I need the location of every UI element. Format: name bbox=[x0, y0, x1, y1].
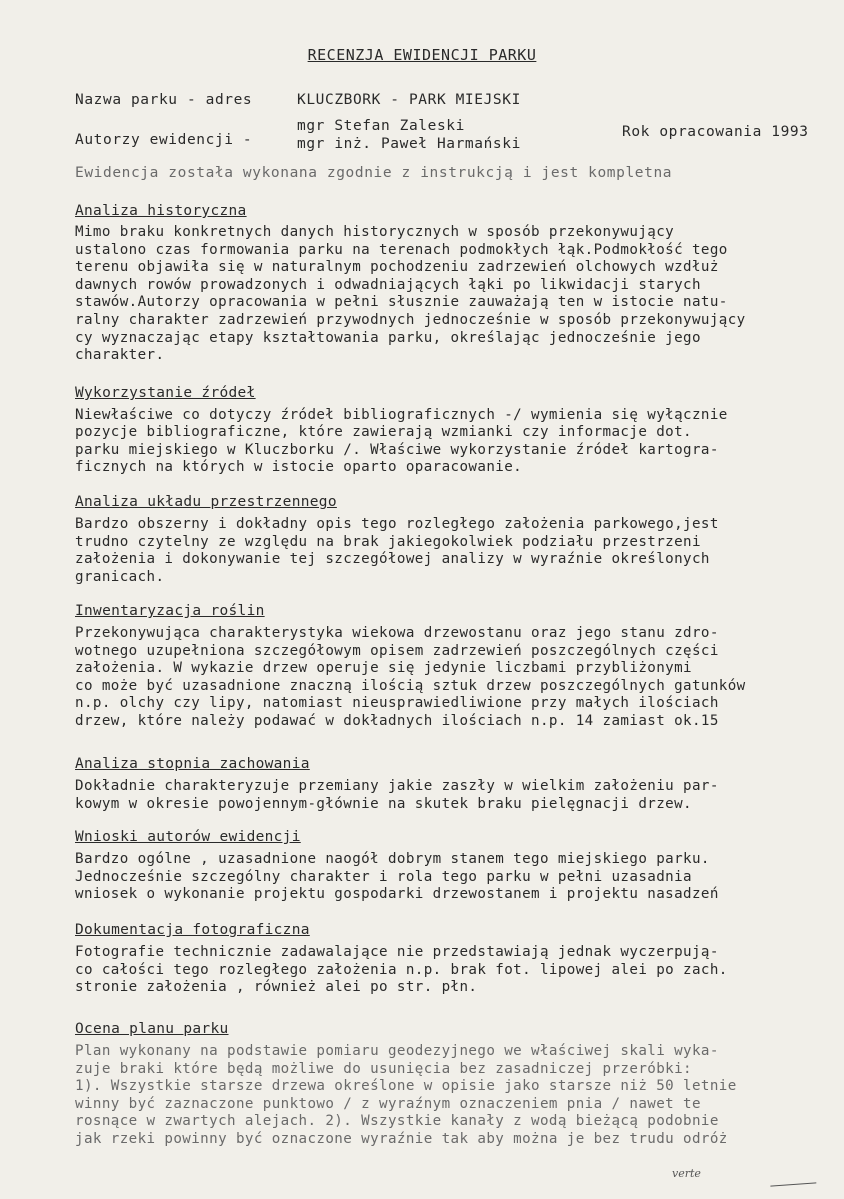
section-text-line: co całości tego rozległego założenia n.p. brak fot. lipowej alei po zach. bbox=[75, 961, 728, 978]
section-text-line: cy wyznaczając etapy kształtowania parku, określając jednocześnie jego bbox=[75, 329, 701, 346]
section-heading: Analiza układu przestrzennego bbox=[75, 494, 337, 510]
section-heading: Inwentaryzacja roślin bbox=[75, 603, 265, 619]
section-text-line: Mimo braku konkretnych danych historycznych w sposób przekonywujący bbox=[75, 224, 675, 240]
section-text-line: zuje braki które będą możliwe do usunięcia bez zasadniczej przeróbki: bbox=[75, 1060, 692, 1077]
section-text-line: drzew, które należy podawać w dokładnych ilościach n.p. 14 zamiast ok.15 bbox=[75, 713, 719, 729]
section-text-line: Przekonywująca charakterystyka wiekowa drzewostanu oraz jego stanu zdro- bbox=[75, 625, 719, 641]
section-text-line: ficznych na których w istocie oparto oparacowanie. bbox=[75, 459, 523, 476]
section-text-line: winny być zaznaczone punktowo / z wyraźnym oznaczeniem pnia / nawet te bbox=[75, 1095, 701, 1112]
section-heading: Wnioski autorów ewidencji bbox=[75, 829, 301, 845]
section-text-line: Bardzo obszerny i dokładny opis tego rozległego założenia parkowego,jest bbox=[75, 516, 719, 532]
section-heading: Dokumentacja fotograficzna bbox=[75, 922, 310, 938]
section-text-line: Dokładnie charakteryzuje przemiany jakie zaszły w wielkim założeniu par- bbox=[75, 778, 719, 794]
signature-stroke bbox=[770, 1172, 817, 1186]
section-text-line: co może być uzasadnione znaczną ilością sztuk drzew poszczególnych gatunków bbox=[75, 677, 746, 694]
park-name-value: KLUCZBORK - PARK MIEJSKI bbox=[297, 92, 521, 108]
section-text-line: Fotografie technicznie zadawalające nie przedstawiają jednak wyczerpują- bbox=[75, 944, 719, 960]
section-heading: Analiza historyczna bbox=[75, 203, 247, 219]
section-text-line: Bardzo ogólne , uzasadnione naogół dobrym stanem tego miejskiego parku. bbox=[75, 851, 710, 867]
section-heading: Wykorzystanie źródeł bbox=[75, 385, 256, 401]
section-text-line: pozycje bibliograficzne, które zawierają wzmianki czy informacje dot. bbox=[75, 424, 692, 441]
section-text-line: charakter. bbox=[75, 347, 165, 364]
section-text-line: wotnego uzupełniona szczegółowym opisem zadrzewień poszczególnych części bbox=[75, 642, 719, 659]
section-text-line: Niewłaściwe co dotyczy źródeł bibliograficznych -/ wymienia się wyłącznie bbox=[75, 407, 728, 423]
section-text-line: 1). Wszystkie starsze drzewa określone w opisie jako starsze niż 50 letnie bbox=[75, 1078, 737, 1095]
park-name-label: Nazwa parku - adres bbox=[75, 92, 253, 108]
section-text-line: ralny charakter zadrzewień przywodnych jednocześnie w sposób przekonywujący bbox=[75, 312, 746, 328]
authors-label: Autorzy ewidencji - bbox=[75, 132, 253, 148]
section-text-line: dawnych rowów prowadzonych i odwadniających łąki po likwidacji starych bbox=[75, 276, 701, 293]
section-text-line: stawów.Autorzy opracowania w pełni słusznie zauważają ten w istocie natu- bbox=[75, 294, 728, 311]
section-text-line: granicach. bbox=[75, 568, 165, 585]
section-text-line: założenia. W wykazie drzew operuje się jedynie liczbami przybliżonymi bbox=[75, 660, 692, 677]
section-text-line: jak rzeki powinny być oznaczone wyraźnie tak aby można je bez trudu odróż bbox=[75, 1131, 728, 1147]
section-text-line: Plan wykonany na podstawie pomiaru geodezyjnego we właściwej skali wyka- bbox=[75, 1043, 719, 1059]
completeness-statement: Ewidencja została wykonana zgodnie z instrukcją i jest kompletna bbox=[75, 165, 673, 181]
section-text-line: trudno czytelny ze względu na brak jakiegokolwiek podziału przestrzeni bbox=[75, 533, 701, 550]
section-heading: Analiza stopnia zachowania bbox=[75, 756, 310, 772]
page-title: RECENZJA EWIDENCJI PARKU bbox=[307, 46, 537, 64]
section-text-line: ustalono czas formowania parku na terenach podmokłych łąk.Podmokłość tego bbox=[75, 241, 728, 258]
section-text-line: n.p. olchy czy lipy, natomiast nieusprawiedliwione przy małych ilościach bbox=[75, 695, 719, 712]
signature-handwritten: verte bbox=[672, 1167, 701, 1180]
author-2: mgr inż. Paweł Harmański bbox=[297, 136, 521, 152]
section-text-line: wniosek o wykonanie projektu gospodarki drzewostanem i projektu nasadzeń bbox=[75, 886, 719, 903]
section-text-line: terenu objawiła się w naturalnym pochodzeniu zadrzewień olchowych wzdłuż bbox=[75, 259, 719, 276]
year-label: Rok opracowania 1993 bbox=[622, 124, 809, 140]
section-text-line: parku miejskiego w Kluczborku /. Właściwe wykorzystanie źródeł kartogra- bbox=[75, 441, 719, 458]
section-text-line: założenia i dokonywanie tej szczegółowej analizy w wyraźnie określonych bbox=[75, 551, 710, 568]
section-text-line: kowym w okresie powojennym-głównie na skutek braku pielęgnacji drzew. bbox=[75, 795, 692, 812]
section-heading: Ocena planu parku bbox=[75, 1021, 229, 1037]
section-text-line: stronie założenia , również alei po str. płn. bbox=[75, 979, 478, 996]
author-1: mgr Stefan Zaleski bbox=[297, 118, 465, 134]
section-text-line: rosnące w zwartych alejach. 2). Wszystkie kanały z wodą bieżącą podobnie bbox=[75, 1113, 719, 1130]
section-text-line: Jednocześnie szczególny charakter i rola tego parku w pełni uzasadnia bbox=[75, 868, 692, 885]
